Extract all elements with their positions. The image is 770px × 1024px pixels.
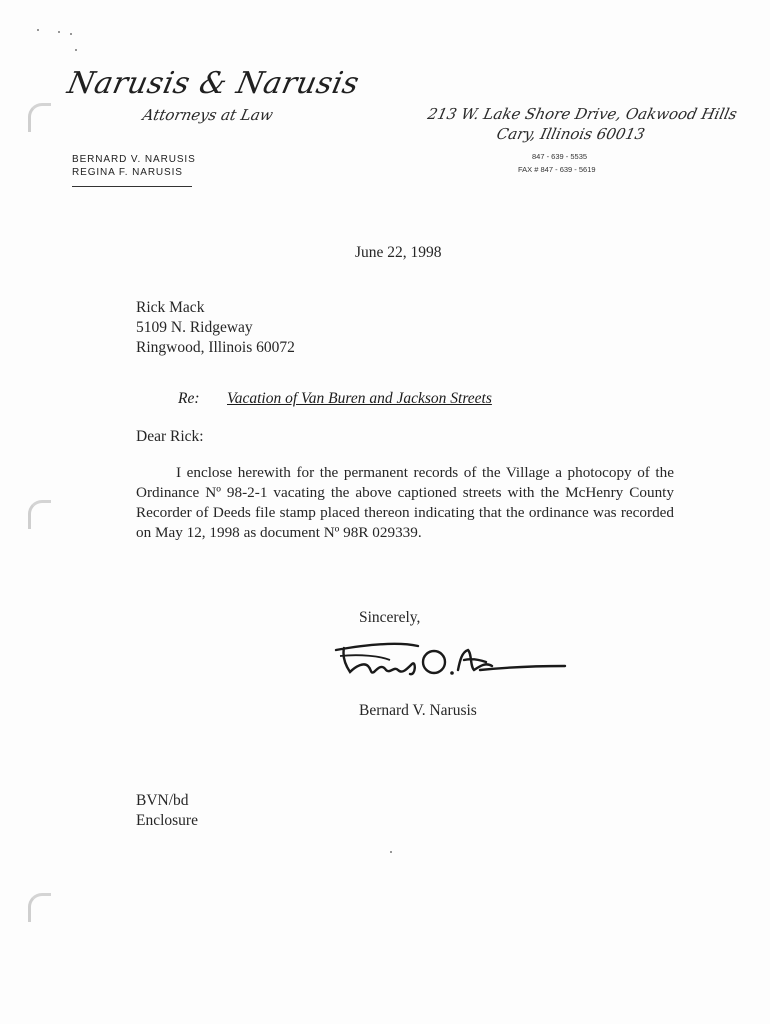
scan-speck bbox=[58, 31, 60, 33]
partner-name: BERNARD V. NARUSIS bbox=[72, 154, 196, 165]
closing: Sincerely, bbox=[359, 609, 421, 626]
firm-fax: FAX # 847 - 639 - 5619 bbox=[518, 165, 596, 174]
punch-hole-mark bbox=[28, 893, 51, 922]
punch-hole-mark bbox=[28, 103, 51, 132]
scan-speck bbox=[37, 29, 39, 31]
punch-hole-mark bbox=[28, 500, 51, 529]
scan-speck bbox=[70, 33, 72, 35]
salutation: Dear Rick: bbox=[136, 428, 204, 445]
firm-name: Narusis & Narusis bbox=[64, 66, 363, 101]
partner-name: REGINA F. NARUSIS bbox=[72, 167, 183, 178]
firm-phone: 847 - 639 - 5535 bbox=[532, 152, 588, 161]
signature-image bbox=[330, 636, 570, 686]
letter-body-paragraph: I enclose herewith for the permanent records of the Village a photocopy of the Ordinance Nº 98-2-1 vacating the above captioned streets with the McHenry County Recorder of Deeds file stamp placed thereon indicating that the ordinance was recorded on May 12, 1998 as document Nº 98R 029339. bbox=[136, 464, 674, 541]
recipient-name: Rick Mack bbox=[136, 299, 205, 316]
firm-address-line1: 213 W. Lake Shore Drive, Oakwood Hills bbox=[426, 105, 739, 123]
recipient-street: 5109 N. Ridgeway bbox=[136, 319, 253, 336]
re-subject: Vacation of Van Buren and Jackson Streets bbox=[227, 390, 492, 407]
firm-subtitle: Attorneys at Law bbox=[141, 106, 275, 124]
firm-address-line2: Cary, Illinois 60013 bbox=[495, 125, 647, 143]
scan-speck bbox=[390, 851, 392, 853]
letter-date: June 22, 1998 bbox=[355, 244, 442, 261]
recipient-city: Ringwood, Illinois 60072 bbox=[136, 339, 295, 356]
enclosure-note: Enclosure bbox=[136, 812, 198, 829]
scan-speck bbox=[75, 49, 77, 51]
signer-name: Bernard V. Narusis bbox=[359, 702, 477, 719]
re-label: Re: bbox=[178, 390, 200, 407]
typist-initials: BVN/bd bbox=[136, 792, 189, 809]
letterhead-divider bbox=[72, 186, 192, 187]
